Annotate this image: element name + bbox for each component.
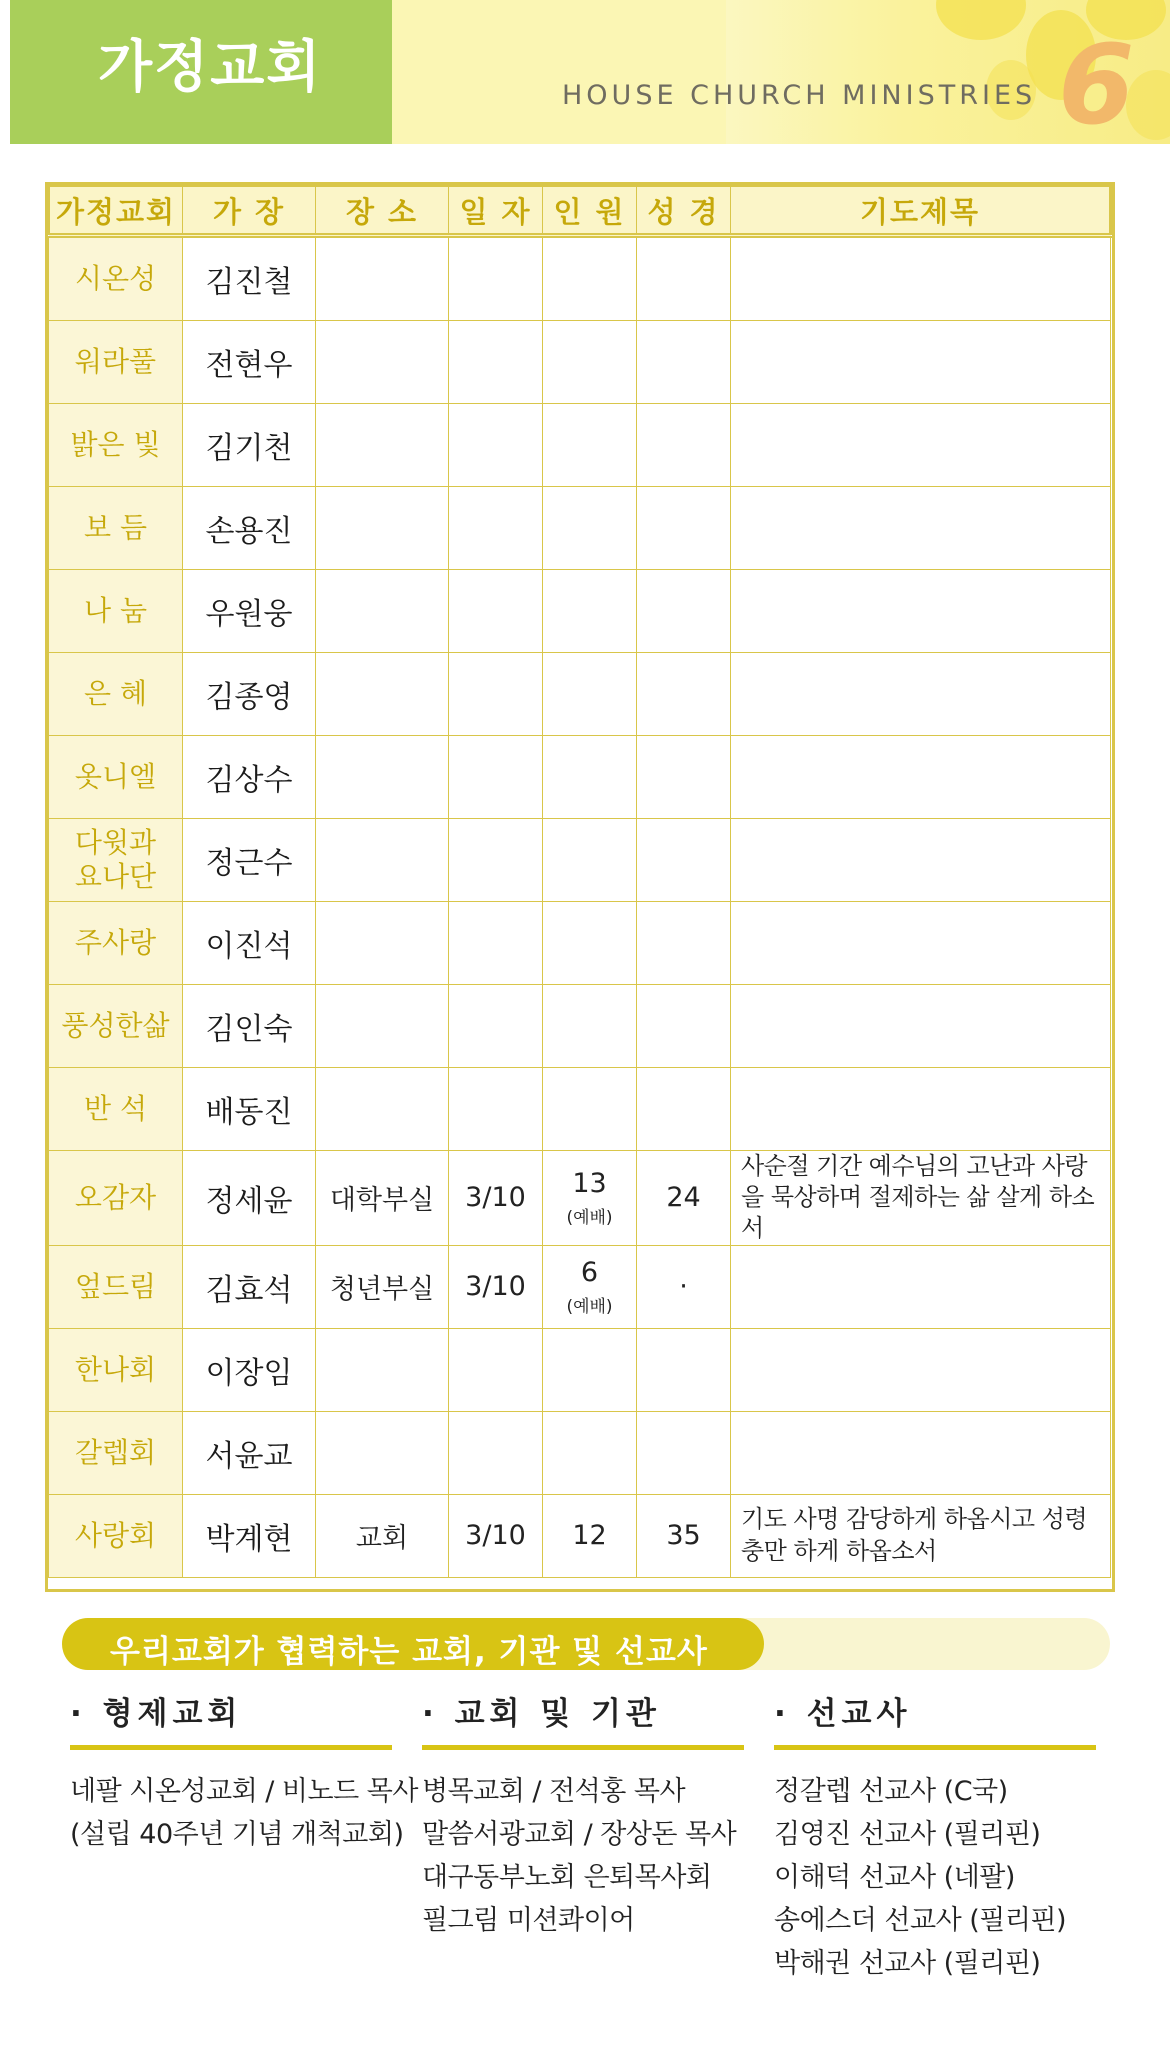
date-cell: 3/10 — [449, 1245, 543, 1328]
table-row — [49, 570, 1111, 653]
church-name-cell: 워라풀 — [49, 321, 183, 404]
list-item: 송에스더 선교사 (필리핀) — [774, 1905, 1067, 1936]
column-header: 성 경 — [637, 186, 731, 236]
church-name-cell: 시온성 — [49, 236, 183, 321]
bible-cell: · — [637, 1245, 731, 1328]
table-row — [49, 653, 1111, 736]
prayer-cell — [731, 819, 1111, 902]
bible-cell — [637, 736, 731, 819]
bible-cell — [637, 1328, 731, 1411]
table-row — [49, 1411, 1111, 1494]
table-row — [49, 321, 1111, 404]
table-row — [49, 1494, 1111, 1577]
house-church-table — [47, 184, 1112, 1578]
table-row — [49, 1151, 1111, 1246]
prayer-cell — [731, 321, 1111, 404]
place-cell — [316, 902, 449, 985]
count-cell — [543, 1245, 637, 1328]
page-subtitle: HOUSE CHURCH MINISTRIES — [562, 80, 1037, 111]
count-cell — [543, 902, 637, 985]
churches-orgs-section — [422, 1688, 744, 1942]
bible-cell — [637, 570, 731, 653]
church-name-cell: 오감자 — [49, 1151, 183, 1246]
list-item: 네팔 시온성교회 / 비노드 목사 — [70, 1776, 418, 1807]
count-cell — [543, 570, 637, 653]
leader-cell: 우원웅 — [183, 570, 316, 653]
leader-cell: 정세윤 — [183, 1151, 316, 1246]
place-cell — [316, 985, 449, 1068]
leader-cell: 박계현 — [183, 1494, 316, 1577]
count-cell — [543, 1494, 637, 1577]
attendance-count: 13 — [572, 1167, 607, 1199]
page-title: 가정교회 — [98, 35, 323, 100]
list-item: 박해권 선교사 (필리핀) — [774, 1948, 1041, 1979]
place-cell — [316, 236, 449, 321]
church-name-cell: 밝은 빛 — [49, 404, 183, 487]
count-cell — [543, 819, 637, 902]
place-cell — [316, 570, 449, 653]
leader-cell: 서윤교 — [183, 1411, 316, 1494]
church-name-cell: 은 혜 — [49, 653, 183, 736]
column-header: 기도제목 — [731, 186, 1111, 236]
bible-cell — [637, 819, 731, 902]
leader-cell: 전현우 — [183, 321, 316, 404]
prayer-cell — [731, 1411, 1111, 1494]
table-row — [49, 1328, 1111, 1411]
column-header: 인 원 — [543, 186, 637, 236]
list-item: 이해덕 선교사 (네팔) — [774, 1862, 1015, 1893]
attendance-count: 6 — [580, 1256, 599, 1288]
date-cell — [449, 653, 543, 736]
leader-cell: 김종영 — [183, 653, 316, 736]
church-name-cell: 엎드림 — [49, 1245, 183, 1328]
count-cell — [543, 736, 637, 819]
church-name-cell: 풍성한삶 — [49, 985, 183, 1068]
missionaries-section — [774, 1688, 1096, 1985]
table-row — [49, 1068, 1111, 1151]
leader-cell: 김기천 — [183, 404, 316, 487]
bible-cell — [637, 487, 731, 570]
place-cell — [316, 487, 449, 570]
date-cell — [449, 902, 543, 985]
bible-cell — [637, 1411, 731, 1494]
church-name-cell: 한나회 — [49, 1328, 183, 1411]
date-cell — [449, 819, 543, 902]
list-item: 대구동부노회 은퇴목사회 — [422, 1862, 712, 1893]
column-header: 가정교회 — [49, 186, 183, 236]
column-header: 가 장 — [183, 186, 316, 236]
bible-cell: 24 — [637, 1151, 731, 1246]
list-item: (설립 40주년 기념 개척교회) — [70, 1819, 404, 1850]
partner-banner-title: 우리교회가 협력하는 교회, 기관 및 선교사 — [110, 1634, 708, 1670]
church-name-cell: 반 석 — [49, 1068, 183, 1151]
leader-cell: 김인숙 — [183, 985, 316, 1068]
church-name-cell: 사랑회 — [49, 1494, 183, 1577]
count-cell — [543, 487, 637, 570]
table-header-row — [49, 186, 1111, 236]
table-row — [49, 1245, 1111, 1328]
date-cell — [449, 1328, 543, 1411]
count-cell — [543, 1328, 637, 1411]
table-row — [49, 236, 1111, 321]
church-name-cell: 주사랑 — [49, 902, 183, 985]
leader-cell: 정근수 — [183, 819, 316, 902]
prayer-cell — [731, 1328, 1111, 1411]
section-heading: · 교회 및 기관 — [422, 1688, 744, 1750]
bible-cell — [637, 404, 731, 487]
column-header: 일 자 — [449, 186, 543, 236]
place-cell — [316, 321, 449, 404]
table-row — [49, 736, 1111, 819]
bible-cell — [637, 985, 731, 1068]
count-cell — [543, 653, 637, 736]
date-cell — [449, 1068, 543, 1151]
prayer-cell — [731, 1068, 1111, 1151]
bible-cell — [637, 902, 731, 985]
place-cell — [316, 1328, 449, 1411]
attendance-note: (예배) — [566, 1207, 613, 1228]
date-cell — [449, 736, 543, 819]
leader-cell: 배동진 — [183, 1068, 316, 1151]
leader-cell: 김상수 — [183, 736, 316, 819]
date-cell: 3/10 — [449, 1151, 543, 1246]
bible-cell: 35 — [637, 1494, 731, 1577]
table-row — [49, 487, 1111, 570]
leader-cell: 이진석 — [183, 902, 316, 985]
leader-cell: 김진철 — [183, 236, 316, 321]
list-item: 김영진 선교사 (필리핀) — [774, 1819, 1041, 1850]
list-item: 필그림 미션콰이어 — [422, 1905, 635, 1936]
prayer-cell — [731, 902, 1111, 985]
prayer-cell: 사순절 기간 예수님의 고난과 사랑을 묵상하며 절제하는 삶 살게 하소서 — [731, 1151, 1111, 1246]
attendance-count: 12 — [572, 1520, 607, 1552]
date-cell — [449, 487, 543, 570]
prayer-cell — [731, 487, 1111, 570]
section-heading: · 선교사 — [774, 1688, 1096, 1750]
section-heading: · 형제교회 — [70, 1688, 392, 1750]
date-cell — [449, 570, 543, 653]
prayer-cell: 기도 사명 감당하게 하옵시고 성령 충만 하게 하옵소서 — [731, 1494, 1111, 1577]
church-name-cell: 나 눔 — [49, 570, 183, 653]
date-cell — [449, 1411, 543, 1494]
bible-cell — [637, 653, 731, 736]
count-cell — [543, 236, 637, 321]
count-cell — [543, 1068, 637, 1151]
prayer-cell — [731, 404, 1111, 487]
place-cell — [316, 1411, 449, 1494]
count-cell — [543, 985, 637, 1068]
prayer-cell — [731, 1245, 1111, 1328]
church-name-cell: 보 듬 — [49, 487, 183, 570]
count-cell — [543, 404, 637, 487]
date-cell — [449, 985, 543, 1068]
place-cell — [316, 653, 449, 736]
bible-cell — [637, 1068, 731, 1151]
sister-churches-section — [70, 1688, 418, 1856]
church-name-cell: 갈렙회 — [49, 1411, 183, 1494]
list-item: 병목교회 / 전석홍 목사 — [422, 1776, 686, 1807]
count-cell — [543, 321, 637, 404]
bible-cell — [637, 236, 731, 321]
prayer-cell — [731, 653, 1111, 736]
date-cell — [449, 321, 543, 404]
attendance-note: (예배) — [566, 1296, 613, 1317]
prayer-cell — [731, 236, 1111, 321]
place-cell — [316, 819, 449, 902]
leader-cell: 손용진 — [183, 487, 316, 570]
prayer-cell — [731, 570, 1111, 653]
table-row — [49, 902, 1111, 985]
date-cell: 3/10 — [449, 1494, 543, 1577]
leader-cell: 이장임 — [183, 1328, 316, 1411]
church-name-cell: 옷니엘 — [49, 736, 183, 819]
count-cell — [543, 1411, 637, 1494]
place-cell: 대학부실 — [316, 1151, 449, 1246]
bible-cell — [637, 321, 731, 404]
table-row — [49, 819, 1111, 902]
place-cell: 청년부실 — [316, 1245, 449, 1328]
prayer-cell — [731, 736, 1111, 819]
table-row — [49, 985, 1111, 1068]
place-cell — [316, 1068, 449, 1151]
date-cell — [449, 404, 543, 487]
place-cell — [316, 404, 449, 487]
table-row — [49, 404, 1111, 487]
column-header: 장 소 — [316, 186, 449, 236]
church-name-cell: 다윗과 요나단 — [49, 819, 183, 902]
date-cell — [449, 236, 543, 321]
count-cell — [543, 1151, 637, 1246]
list-item: 정갈렙 선교사 (C국) — [774, 1776, 1008, 1807]
place-cell: 교회 — [316, 1494, 449, 1577]
list-item: 말씀서광교회 / 장상돈 목사 — [422, 1819, 737, 1850]
page-header — [0, 0, 1170, 149]
leader-cell: 김효석 — [183, 1245, 316, 1328]
prayer-cell — [731, 985, 1111, 1068]
place-cell — [316, 736, 449, 819]
issue-number: 6 — [1058, 21, 1135, 149]
